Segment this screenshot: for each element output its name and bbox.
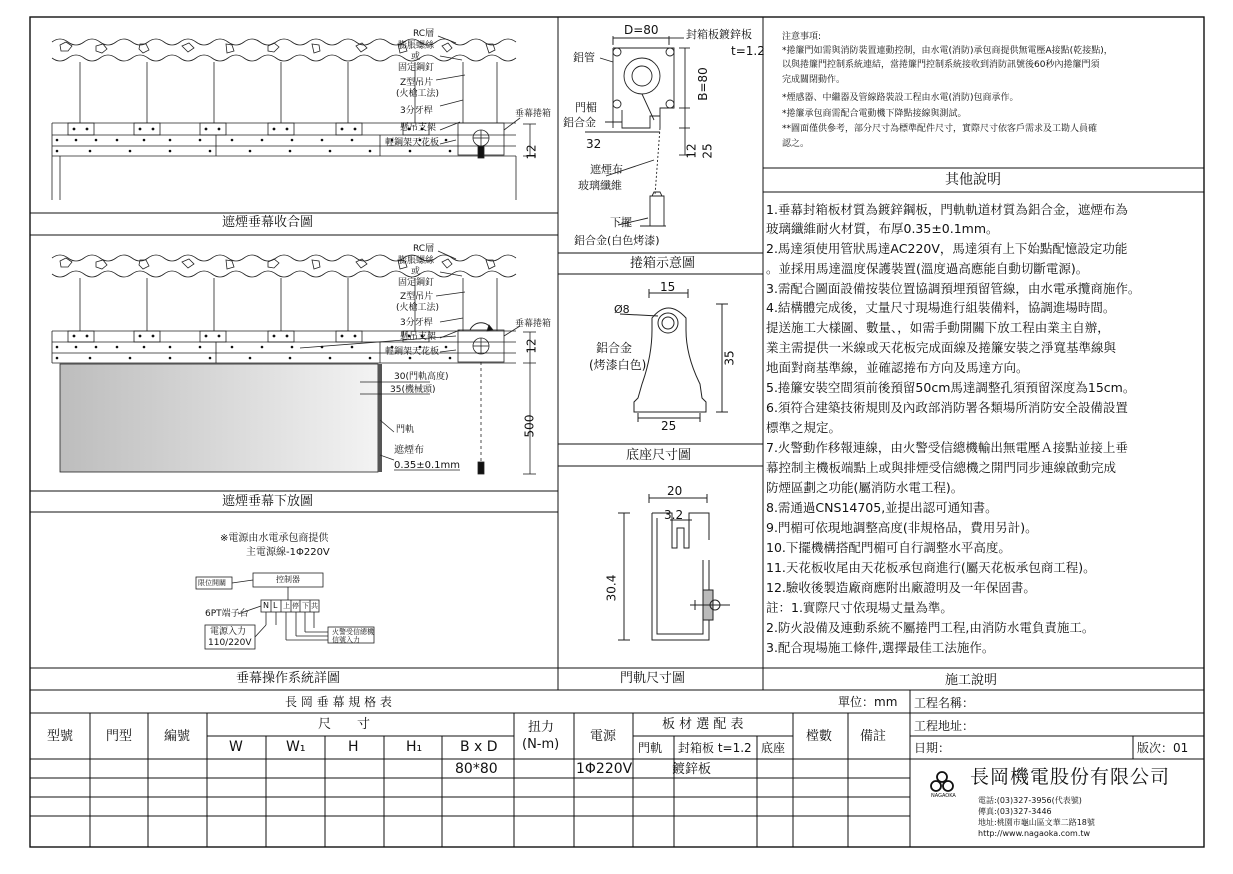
retracted-diagram	[52, 36, 539, 200]
note-line-17: 10.下擺機構搭配門楣可自行調整水平高度。	[766, 540, 1011, 555]
terminal-l: L	[273, 601, 278, 610]
company-address: 地址:桃園市龜山區文華二路18號	[978, 818, 1095, 827]
label-fire-signal-2: 信號入力	[332, 636, 360, 644]
label-ceiling: 輕鋼架天花板	[385, 138, 440, 148]
label-cloth: 遮煙布	[394, 445, 424, 456]
project-version: 版次：01	[1137, 741, 1189, 755]
label-curtain-box: 垂幕捲箱	[515, 109, 552, 119]
dim-rail-32: 3.2	[664, 508, 684, 522]
label-anchor-or: 或	[411, 52, 421, 62]
label-terminal: 6PT端子台	[205, 609, 249, 619]
title-lowered: 遮煙垂幕下放圖	[222, 494, 314, 509]
note-line-8: 地面對商基準線，並確認捲布方向及馬達方向。	[766, 360, 1029, 375]
th-bxd: B x D	[460, 739, 498, 755]
dim-rail-20: 20	[667, 484, 683, 498]
dim-base-15: 15	[660, 280, 676, 294]
notes-top-6: **圖面僅供參考，部分尺寸為標準配件尺寸，實際尺寸依客戶需求及工勘人員確	[782, 124, 1098, 134]
title-retracted: 遮煙垂幕收合圖	[222, 215, 314, 230]
label-bottom: 下擺	[610, 216, 632, 229]
label-power-voltage: 110/220V	[208, 638, 252, 648]
label-bracket: 懸吊支架	[400, 123, 437, 133]
label-base-paint: (烤漆白色)	[589, 358, 647, 372]
notes-top-4: *煙感器、中繼器及管線路裝設工程由水電(消防)包商承作。	[782, 93, 1019, 103]
label-fire-method-2: (火槍工法)	[396, 303, 440, 313]
dim-500: 500	[522, 414, 537, 438]
th-model: 型號	[47, 729, 74, 744]
notes-top-0: 注意事項:	[782, 32, 822, 42]
smoke-curtain-cloth	[60, 364, 378, 472]
label-rail: 門軌	[396, 425, 415, 435]
note-line-6: 提送施工大樣圖、數量、，如需手動開關下放工程由業主自辦，	[766, 320, 1110, 335]
title-rail: 門軌尺寸圖	[620, 671, 686, 686]
th-rail: 門軌	[638, 741, 663, 755]
label-bracket-2: 懸吊支架	[400, 332, 437, 342]
note-line-19: 12.驗收後製造廠商應附出廠證明及一年保固書。	[766, 580, 1036, 595]
note-line-18: 11.天花板收尾由天花板承包商進行(屬天花板承包商工程)。	[766, 560, 1096, 575]
label-anchor-or-2: 或	[411, 267, 421, 277]
th-torque: 扭力	[528, 720, 555, 735]
notes-top-5: *捲簾承包商需配合電動機下降點接線與測試。	[782, 109, 967, 119]
notes-top-3: 完成關閉動作。	[782, 75, 846, 85]
note-line-10: 6.須符合建築技術規則及內政部消防署各類場所消防安全設備設置	[766, 400, 1128, 415]
th-door-type: 門型	[106, 729, 133, 744]
dim-base-phi8: Ø8	[614, 303, 630, 316]
label-curtain-box-2: 垂幕捲箱	[515, 319, 552, 329]
label-box-cloth: 遮煙布	[590, 163, 623, 176]
note-line-7: 業主需提供一米線或天花板完成面線及捲簾安裝之淨寬基準線與	[766, 340, 1117, 355]
company-tel: 電話:(03)327-3956(代表號)	[978, 796, 1082, 805]
label-power-in: 電源入力	[210, 627, 247, 637]
terminal-up: 上	[283, 602, 290, 610]
dim-12-retracted: 12	[524, 144, 539, 160]
note-line-15: 8.需通過CNS14705,並提出認可通知書。	[766, 500, 998, 515]
label-box-fiber: 玻璃纖維	[578, 179, 622, 192]
notes-top-2: 以與捲簾門控制系統連結，當捲簾門控制系統接收到消防訊號後60秒內捲簾門須	[782, 60, 1100, 70]
note-line-5: 4.結構體完成後，丈量尺寸現場進行組裝備料，協調進場時間。	[766, 300, 1116, 315]
note-line-4: 3.需配合圖面設備按裝位置協調預埋預留管線，由水電承攬商施作。	[766, 281, 1141, 296]
label-rc-2: RC層	[413, 244, 435, 254]
th-code: 編號	[164, 729, 191, 744]
label-zhanger: Z型吊片	[400, 78, 434, 88]
th-board: 封箱板 t=1.2	[678, 741, 752, 755]
dim-base-25: 25	[661, 419, 677, 433]
th-w1: W₁	[286, 739, 306, 755]
notes-top-1: *捲簾門如需與消防裝置連動控制，由水電(消防)承包商提供無電壓A接點(乾接點)，	[782, 46, 1113, 56]
dim-rail-304: 30.4	[604, 574, 619, 602]
label-lintel-alloy: 鋁合金	[563, 116, 596, 129]
note-line-16: 9.門楣可依現地調整高度(非規格品，費用另計)。	[766, 520, 1038, 535]
table-unit: 單位：mm	[838, 695, 898, 709]
td-power: 1Φ220V	[576, 761, 633, 777]
label-thickness: 0.35±0.1mm	[394, 460, 461, 471]
note-line-1: 玻璃纖維耐火材質，布厚0.35±0.1mm。	[766, 221, 999, 236]
notes-top-7: 認之。	[782, 139, 810, 149]
note-line-22: 3.配合現場施工條件,選擇最佳工法施作。	[766, 640, 995, 655]
note-line-12: 7.火警動作移報連線，由火警受信總機輸出無電壓Ａ接點並接上垂	[766, 440, 1128, 455]
title-construction: 施工說明	[945, 673, 998, 688]
control-note-2: 主電源線-1Φ220V	[246, 547, 330, 558]
company-logo-mark	[931, 772, 953, 791]
label-fire-signal-1: 火警受信總機	[332, 628, 374, 636]
title-control: 垂幕操作系統詳圖	[236, 671, 341, 686]
terminal-n: N	[263, 601, 269, 610]
th-power: 電源	[590, 729, 617, 744]
label-lintel: 門楣	[575, 101, 597, 114]
dim-12-lowered: 12	[524, 338, 539, 354]
label-tube: 鋁管	[573, 51, 595, 64]
dim-32: 32	[586, 137, 602, 151]
td-board: 鍍鋅板	[672, 762, 712, 777]
th-h: H	[348, 739, 359, 755]
label-rc: RC層	[413, 29, 435, 39]
dim-d: D=80	[624, 23, 659, 37]
label-seal: 35(機械頭)	[390, 385, 436, 395]
note-line-13: 幕控制主機板端點上或與排煙受信總機之開門同步連線啟動完成	[766, 460, 1117, 475]
note-line-3: 。並採用馬達溫度保護裝置(溫度過高應能自動切斷電源)。	[766, 261, 1089, 276]
label-anchor-nail: 固定鋼釘	[398, 63, 435, 73]
company-logo-text: NAGAOKA	[931, 793, 956, 799]
table-title: 長 岡 垂 幕 規 格 表	[285, 695, 392, 709]
label-zhanger-2: Z型吊片	[400, 292, 434, 302]
dim-12-box: 12	[684, 143, 699, 159]
label-base-material: 鋁合金	[596, 341, 633, 355]
dim-25-box: 25	[700, 143, 715, 159]
note-line-0: 1.垂幕封箱板材質為鍍鋅鋼板，門軌軌道材質為鋁合金，遮煙布為	[766, 202, 1128, 217]
terminal-down: 下	[302, 602, 309, 610]
label-limit-switch: 限位開關	[198, 579, 226, 587]
title-other: 其他說明	[945, 172, 1001, 188]
note-line-2: 2.馬達須使用管狀馬達AC220V，馬達須有上下始點配憶設定功能	[766, 241, 1128, 256]
label-rail-height: 30(門軌高度)	[394, 372, 449, 382]
title-base: 底座尺寸圖	[626, 448, 692, 463]
th-base: 底座	[761, 741, 786, 755]
th-torque-unit: (N-m)	[522, 737, 560, 752]
note-line-11: 標準之規定。	[766, 420, 842, 435]
note-line-20: 註：1.實際尺寸依現場丈量為準。	[766, 600, 953, 615]
company-name: 長岡機電股份有限公司	[970, 766, 1171, 788]
terminal-stop: 停	[292, 602, 299, 610]
label-anchor-2: 膨脹螺絲	[398, 256, 435, 266]
label-box-board: 封箱板鍍鋅板	[686, 28, 752, 41]
project-address-label: 工程地址：	[914, 719, 975, 733]
label-ceiling-2: 輕鋼架天花板	[385, 347, 440, 357]
label-fire-method: (火槍工法)	[396, 89, 440, 99]
note-line-14: 防煙區劃之功能(屬消防水電工程)。	[766, 480, 964, 495]
th-size: 尺 寸	[318, 717, 371, 732]
company-website: http://www.nagaoka.com.tw	[978, 829, 1091, 838]
terminal-common: 共	[311, 602, 318, 610]
label-controller: 控制器	[276, 575, 300, 584]
label-rod-2: 3分牙桿	[400, 318, 433, 328]
label-bottom-material: 鋁合金(白色烤漆)	[574, 234, 660, 247]
project-date-label: 日期：	[914, 741, 951, 755]
th-w: W	[229, 739, 243, 755]
label-anchor-nail-2: 固定鋼釘	[398, 278, 435, 288]
dim-base-35: 35	[722, 350, 737, 366]
label-anchor: 膨脹螺絲	[398, 41, 435, 51]
note-line-9: 5.捲簾安裝空間須前後預留50cm馬達調整孔須預留深度為15cm。	[766, 380, 1136, 395]
label-board-t: t=1.2	[731, 44, 765, 58]
th-remark: 備註	[860, 729, 887, 744]
curtain-box-diagram	[585, 36, 690, 229]
th-qty: 樘數	[806, 729, 833, 744]
company-fax: 傳真:(03)327-3446	[978, 807, 1052, 816]
base-diagram	[620, 289, 728, 422]
control-note-1: ※電源由水電承包商提供	[220, 533, 329, 544]
td-bxd: 80*80	[455, 761, 498, 777]
th-material: 板 材 選 配 表	[662, 717, 744, 732]
dim-b: B=80	[695, 67, 710, 101]
project-name-label: 工程名稱：	[914, 696, 975, 710]
label-rod: 3分牙桿	[400, 106, 433, 116]
title-box: 捲箱示意圖	[630, 256, 696, 271]
th-h1: H₁	[406, 739, 423, 755]
note-line-21: 2.防火設備及連動系統不屬捲門工程,由消防水電負責施工。	[766, 620, 1095, 635]
